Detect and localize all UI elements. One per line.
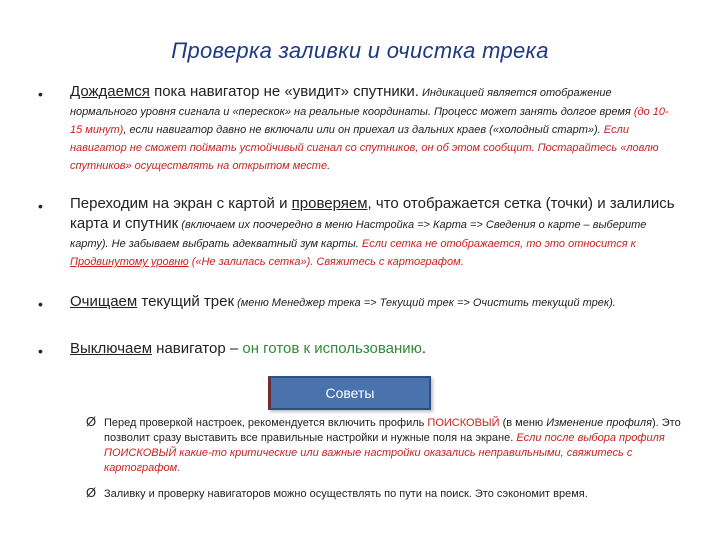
tip-1-text: Перед проверкой настроек, рекомендуется включить профиль: [104, 417, 428, 429]
tip-1: [104, 416, 684, 476]
tip-1-menu: Изменение профиля: [546, 417, 652, 429]
tip-1-profile: ПОИСКОВЫЙ: [427, 417, 500, 429]
bullet-2-text: Переходим на экран с картой и: [70, 195, 292, 212]
bullet-2-lead: проверяем: [291, 195, 368, 212]
bullet-4-lead: Выключаем: [70, 340, 153, 357]
tip-1-text-b: (в меню: [499, 417, 547, 429]
tip-1-warning: Если после выбора профиля ПОИСКОВЫЙ какие-то критические или важные настройки оказались неправильными, свяжитесь с картографом.: [104, 432, 665, 474]
tips-button[interactable]: Советы: [268, 376, 431, 410]
bullet-2-text-cont: , что отображается сетка (точки) и залились карта и спутник: [70, 195, 675, 232]
bullet-4-end: .: [421, 340, 427, 357]
bullet-1-note-red: (до 10-15 минут): [70, 106, 669, 136]
bullet-1: [70, 82, 680, 174]
tip-2-text: Заливку и проверку навигаторов можно осуществлять по пути на поиск. Это сэкономит время.: [104, 488, 588, 500]
bullet-2-marker: •: [38, 198, 43, 214]
bullet-1-end: .: [327, 160, 331, 172]
bullet-2-note: (включаем их поочередно в меню Настройка => Карта => Сведения о карте – выберите карту). Не забываем выбрать адекватный зум карты.: [70, 219, 647, 250]
bullet-2-advanced-link[interactable]: Продвинутому уровню: [70, 256, 189, 268]
bullet-3-note: (меню Менеджер трека => Текущий трек => Очистить текущий трек).: [234, 297, 616, 309]
bullet-2-warning: Если сетка не отображается, то это относится к: [361, 238, 636, 250]
bullet-4-marker: •: [38, 343, 43, 359]
bullet-3-text: текущий трек: [137, 293, 235, 310]
bullet-2: [70, 194, 680, 270]
bullet-1-lead: Дождаемся: [70, 83, 150, 100]
tip-1-arrow-icon: Ø: [86, 414, 97, 429]
bullet-3: [70, 292, 680, 312]
bullet-1-warning: Если навигатор не сможет поймать устойчивый сигнал со спутников, он об этом сообщит. Постарайтесь «ловлю спутников» осуществлять на открытом месте: [70, 124, 659, 172]
tip-2: [104, 487, 684, 502]
tip-1-text-c: ). Это позволит сразу выставить все правильные настройки и нужные поля на экране.: [104, 417, 681, 444]
bullet-4: [70, 339, 680, 359]
bullet-1-marker: •: [38, 86, 43, 102]
slide-title: Проверка заливки и очистка трека: [171, 38, 549, 63]
bullet-4-text: навигатор –: [152, 340, 243, 357]
bullet-1-text: пока навигатор не «увидит» спутники.: [149, 83, 419, 100]
bullet-2-warning-cont: («Не залилась сетка»). Свяжитесь с картографом.: [188, 256, 464, 268]
bullet-3-marker: •: [38, 296, 43, 312]
bullet-4-ready: он готов к использованию: [242, 340, 422, 357]
tip-2-arrow-icon: Ø: [86, 485, 97, 500]
bullet-1-note: Индикацией является отображение нормального уровня сигнала и «перескок» на реальные координаты. Процесс может занять долгое время: [70, 87, 634, 118]
bullet-1-note-cont: , если навигатор давно не включали или он приехал из дальних краев («холодный старт»).: [123, 124, 604, 136]
bullet-3-lead: Очищаем: [70, 293, 138, 310]
